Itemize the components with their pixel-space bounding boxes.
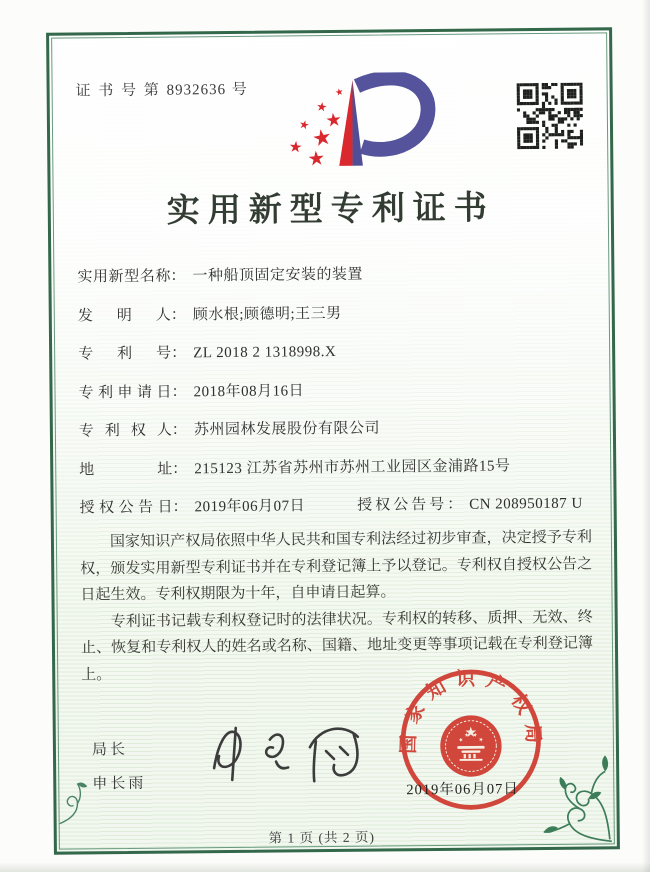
field-value: 苏州园林发展股份有限公司 bbox=[193, 420, 380, 439]
seal-text: 国家知识产权局 bbox=[398, 669, 544, 755]
field-label: 授权公告号 bbox=[357, 496, 448, 514]
cnipa-logo-icon bbox=[277, 72, 450, 192]
officer-name: 申长雨 bbox=[92, 775, 147, 793]
field-label: 专利申请日 bbox=[78, 384, 172, 401]
certificate-title: 实用新型专利证书 bbox=[166, 190, 495, 230]
officer-title: 局长 bbox=[91, 741, 129, 759]
officer-block bbox=[92, 738, 147, 807]
certificate-sheet bbox=[46, 27, 620, 854]
field-row-grant-date: 授权公告日： 2019年06月07日 授权公告号： CN 208950187 U bbox=[79, 495, 583, 517]
corner-flourish-small-icon bbox=[57, 779, 87, 825]
corner-flourish-icon bbox=[535, 753, 616, 846]
page-number: 第 1 页 (共 2 页) bbox=[268, 829, 376, 846]
field-value: 215123 江苏省苏州市苏州工业园区金浦路15号 bbox=[194, 457, 511, 477]
legal-paragraph-2: 专利证书记载专利权登记时的法律状况。专利权的转移、质押、无效、终止、恢复和专利权人的姓名或名称、国籍、地址变更等事项记载在专利登记簿上。 bbox=[80, 609, 594, 683]
field-row-patentee: 专利权人： 苏州园林发展股份有限公司 bbox=[79, 415, 589, 437]
field-label: 实用新型名称 bbox=[77, 268, 171, 286]
field-value: CN 208950187 U bbox=[469, 495, 583, 513]
certificate-number-suffix: 号 bbox=[231, 81, 249, 98]
field-label: 地址 bbox=[79, 461, 173, 478]
signature-icon bbox=[192, 709, 373, 806]
field-value: 一种船顶固定安装的装置 bbox=[192, 266, 364, 285]
field-row-address: 地址： 215123 江苏省苏州市苏州工业园区金浦路15号 bbox=[79, 457, 511, 478]
field-row-name: 实用新型名称： 一种船顶固定安装的装置 bbox=[77, 261, 587, 283]
certificate-number-value: 8932636 bbox=[166, 82, 227, 99]
seal-date: 2019年06月07日 bbox=[406, 781, 519, 799]
field-value: ZL 2018 2 1318998.X bbox=[193, 343, 337, 362]
field-value: 2019年06月07日 bbox=[194, 498, 306, 516]
qr-code bbox=[517, 83, 584, 150]
grant-no-pair: 授权公告号： CN 208950187 U bbox=[357, 495, 583, 514]
field-label: 专利号 bbox=[78, 345, 172, 363]
field-value: 顾水根;顾德明;王三男 bbox=[192, 305, 342, 323]
legal-paragraph-1: 国家知识产权局依照中华人民共和国专利法经过初步审查，决定授予专利权，颁发实用新型专利证书并在专利登记簿上予以登记。专利权自授权公告之日起生效。专利权期限为十年，自申请日起算。 bbox=[80, 529, 593, 604]
field-row-inventors: 发明人： 顾水根;顾德明;王三男 bbox=[78, 299, 588, 321]
field-label: 专利权人 bbox=[78, 422, 172, 440]
field-label: 发明人 bbox=[77, 307, 171, 324]
field-row-filing-date: 专利申请日： 2018年08月16日 bbox=[78, 376, 588, 398]
field-value: 2018年08月16日 bbox=[193, 382, 305, 400]
field-list bbox=[77, 261, 590, 535]
legal-text bbox=[80, 525, 594, 689]
certificate-number-prefix: 证 书 号 第 bbox=[75, 82, 161, 100]
certificate-number bbox=[76, 78, 249, 101]
field-row-patent-no: 专利号： ZL 2018 2 1318998.X bbox=[78, 338, 588, 360]
field-label: 授权公告日 bbox=[79, 499, 173, 517]
